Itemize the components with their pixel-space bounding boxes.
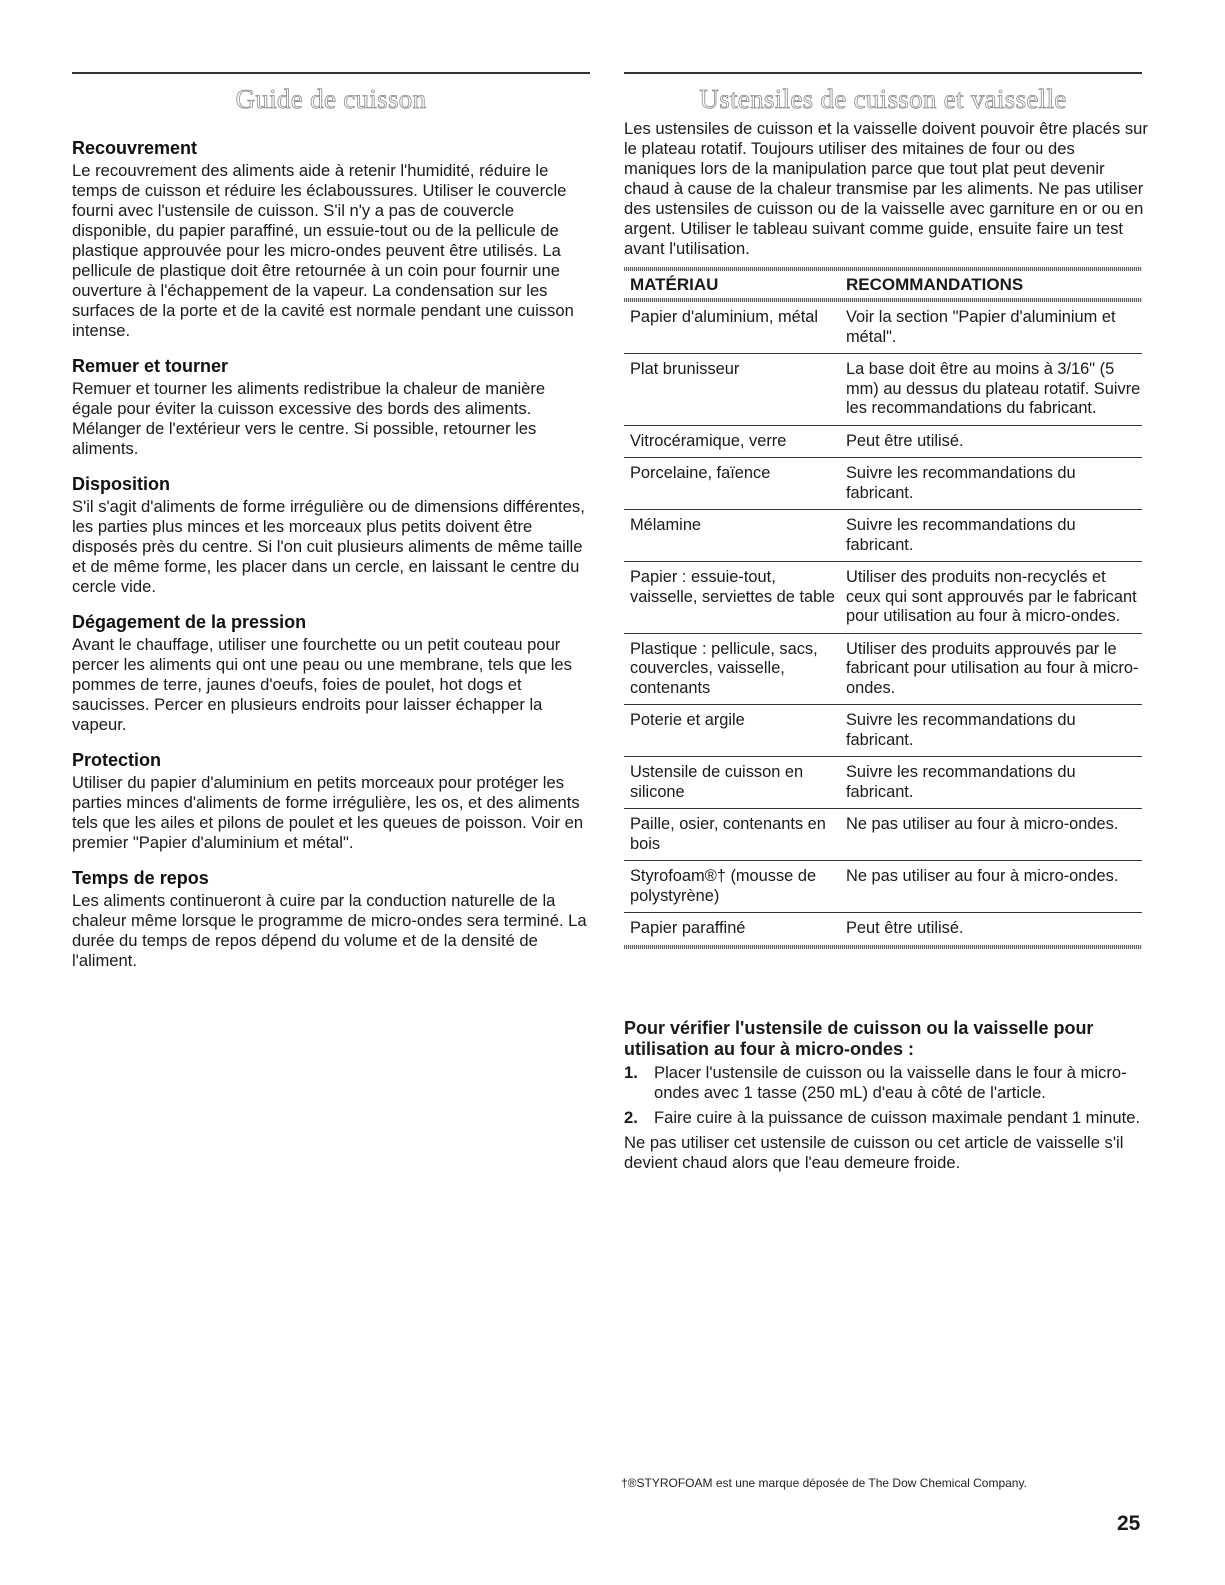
header-material: MATÉRIAU <box>630 275 719 294</box>
microwave-test-section <box>624 1018 1142 1173</box>
recommendation-cell: La base doit être au moins à 3/16" (5 mm) au dessus du plateau rotatif. Suivre les recommandations du fabricant. <box>846 360 1141 417</box>
recommendation-cell: Suivre les recommandations du fabricant. <box>846 763 1076 801</box>
test-note: Ne pas utiliser cet ustensile de cuisson ou cet article de vaisselle s'il devient chaud alors que l'eau demeure froide. <box>624 1133 1124 1172</box>
section-recouvrement <box>72 137 590 341</box>
material-cell: Vitrocéramique, verre <box>630 431 787 450</box>
material-cell: Mélamine <box>630 516 702 534</box>
table-row <box>624 458 1142 510</box>
table-row <box>624 913 1142 945</box>
table-row <box>624 510 1142 562</box>
material-cell: Papier paraffiné <box>630 919 746 937</box>
section-title: Guide de cuisson <box>235 84 427 114</box>
material-cell: Poterie et argile <box>630 711 745 729</box>
step-number: 1. <box>624 1063 638 1082</box>
material-cell: Styrofoam®† (mousse de polystyrène) <box>630 867 817 905</box>
table-header <box>624 271 1142 298</box>
material-cell: Porcelaine, faïence <box>630 464 771 482</box>
table-bottom-border <box>624 945 1142 949</box>
section-heading: Temps de repos <box>72 868 209 888</box>
table-row <box>624 757 1142 809</box>
step-text: Placer l'ustensile de cuisson ou la vaisselle dans le four à micro-ondes avec 1 tasse (250 mL) d'eau à côté de l'article. <box>654 1063 1127 1102</box>
material-cell: Papier d'aluminium, métal <box>630 308 819 326</box>
recommendation-cell: Ne pas utiliser au four à micro-ondes. <box>846 815 1119 833</box>
section-text: Remuer et tourner les aliments redistribue la chaleur de manière égale pour éviter la cuisson excessive des bords des aliments. Mélanger de l'extérieur vers le centre. Si possible, retourner les aliments. <box>72 379 546 458</box>
section-temps-repos <box>72 867 590 971</box>
material-cell: Papier : essuie-tout, vaisselle, serviettes de table <box>630 568 835 606</box>
trademark-footnote: †®STYROFOAM est une marque déposée de The Dow Chemical Company. <box>621 1476 1027 1490</box>
table-row <box>624 861 1142 913</box>
materials-table <box>624 267 1142 949</box>
recommendation-cell: Peut être utilisé. <box>846 919 964 937</box>
table-row <box>624 426 1142 459</box>
section-text: S'il s'agit d'aliments de forme irrégulière ou de dimensions différentes, les parties plus minces et les morceaux plus petits doivent être disposés près du centre. Si l'on cuit plusieurs aliments de même taille et de même forme, les placer dans un cercle, en laissant le centre du cercle vide. <box>72 497 585 596</box>
test-heading: Pour vérifier l'ustensile de cuisson ou la vaisselle pour utilisation au four à micro-ondes : <box>624 1018 1094 1059</box>
test-step <box>624 1108 1142 1128</box>
recommendation-cell: Utiliser des produits non-recyclés et ceux qui sont approuvés par le fabricant pour utilisation au four à micro-ondes. <box>846 568 1137 625</box>
table-row <box>624 705 1142 757</box>
top-rule <box>72 72 590 74</box>
recommendation-cell: Peut être utilisé. <box>846 431 964 450</box>
section-heading: Remuer et tourner <box>72 356 229 376</box>
material-cell: Plastique : pellicule, sacs, couvercles, vaisselle, contenants <box>630 639 818 697</box>
section-text: Le recouvrement des aliments aide à retenir l'humidité, réduire le temps de cuisson et réduire les éclaboussures. Utiliser le couvercle fourni avec l'ustensile de cuisson. S'il n'y a pas de couvercle disponible, du papier paraffiné, un essuie-tout ou de la pellicule de plastique approuvée pour les micro-ondes peuvent être utilisés. La pellicule de plastique doit être retournée à un coin pour fournir une ouverture à l'échappement de la vapeur. La condensation sur les surfaces de la porte et de la cavité est normale pendant une cuisson intense. <box>72 161 574 340</box>
section-disposition <box>72 473 590 597</box>
cooking-guide-body <box>72 137 590 985</box>
top-rule <box>624 72 1142 74</box>
section-heading: Dégagement de la pression <box>72 612 307 632</box>
table-row <box>624 562 1142 634</box>
recommendation-cell: Suivre les recommandations du fabricant. <box>846 711 1076 749</box>
section-remuer <box>72 355 590 459</box>
recommendation-cell: Ne pas utiliser au four à micro-ondes. <box>846 867 1119 885</box>
recommendation-cell: Utiliser des produits approuvés par le fabricant pour utilisation au four à micro-ondes. <box>846 639 1139 697</box>
section-title: Ustensiles de cuisson et vaisselle <box>699 84 1067 114</box>
section-heading: Disposition <box>72 474 170 494</box>
page-number: 25 <box>1117 1512 1141 1535</box>
table-row <box>624 634 1142 706</box>
section-heading: Protection <box>72 750 162 770</box>
section-text: Les aliments continueront à cuire par la conduction naturelle de la chaleur même lorsque le programme de micro-ondes sera terminé. La durée du temps de repos dépend du volume et de la densité de l'aliment. <box>72 891 587 970</box>
section-degagement <box>72 611 590 735</box>
table-row <box>624 809 1142 861</box>
test-step <box>624 1063 1142 1103</box>
section-text: Avant le chauffage, utiliser une fourchette ou un petit couteau pour percer les aliments qui ont une peau ou une membrane, tels que les pommes de terre, jaunes d'oeufs, foies de poulet, hot dogs et saucisses. Percer en plusieurs endroits pour laisser échapper la vapeur. <box>72 635 572 734</box>
recommendation-cell: Voir la section "Papier d'aluminium et métal". <box>846 308 1116 346</box>
section-text: Utiliser du papier d'aluminium en petits morceaux pour protéger les parties minces d'aliments de forme irrégulière, les os, et des aliments tels que les ailes et pilons de poulet et les queues de poisson. Voir en premier "Papier d'aluminium et métal". <box>72 773 584 852</box>
section-protection <box>72 749 590 853</box>
header-recommendations: RECOMMANDATIONS <box>846 275 1024 294</box>
section-heading: Recouvrement <box>72 138 198 158</box>
step-number: 2. <box>624 1108 638 1127</box>
table-row <box>624 302 1142 354</box>
material-cell: Paille, osier, contenants en bois <box>630 815 826 853</box>
material-cell: Ustensile de cuisson en silicone <box>630 763 804 801</box>
material-cell: Plat brunisseur <box>630 360 740 378</box>
recommendation-cell: Suivre les recommandations du fabricant. <box>846 464 1076 502</box>
table-row <box>624 354 1142 426</box>
step-text: Faire cuire à la puissance de cuisson maximale pendant 1 minute. <box>654 1108 1141 1127</box>
intro-paragraph: Les ustensiles de cuisson et la vaisselle doivent pouvoir être placés sur le plateau rotatif. Toujours utiliser des mitaines de four ou des maniques lors de la manipulation parce que tout plat peut devenir chaud à cause de la chaleur transmise par les aliments. Ne pas utiliser des ustensiles de cuisson ou de la vaisselle avec garniture en or ou en argent. Utiliser le tableau suivant comme guide, ensuite faire un test avant l'utilisation. <box>624 119 1148 258</box>
recommendation-cell: Suivre les recommandations du fabricant. <box>846 516 1076 554</box>
